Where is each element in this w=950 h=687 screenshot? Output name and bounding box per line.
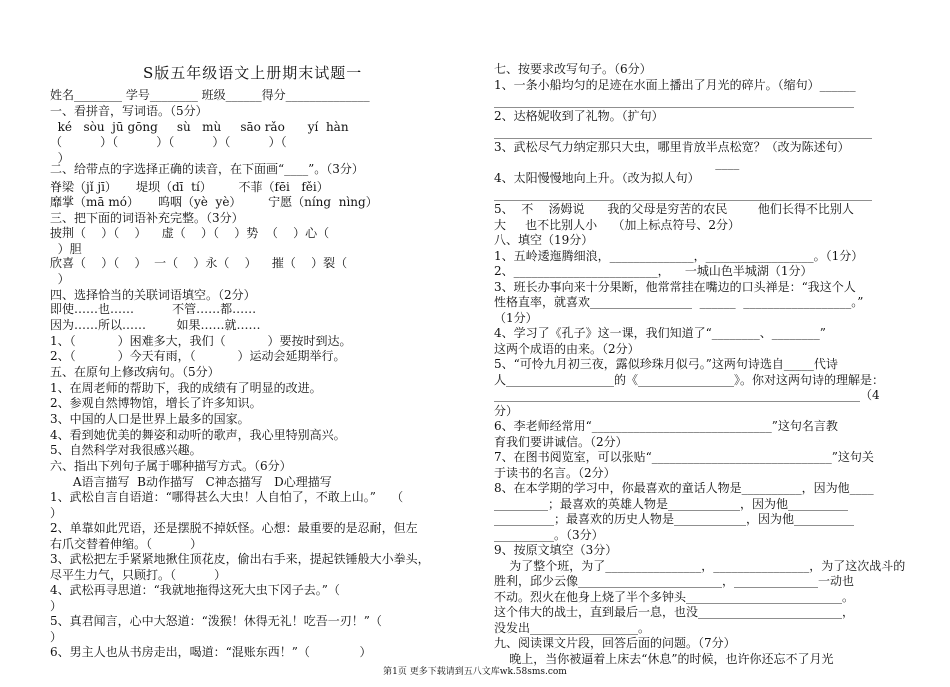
text-line: 没发出__________________。 xyxy=(494,621,651,635)
text-line: ké sòu jū gōng sù mù sāo rǎo yí hàn xyxy=(50,120,349,134)
text-line: 八、填空（19分） xyxy=(494,233,594,247)
text-line: ） xyxy=(50,151,70,165)
text-line: 为了整个班，为了________________，________________，为了这次战斗的 xyxy=(494,559,906,573)
text-line: 1、（ ）困难多大，我们（ ）要按时到达。 xyxy=(50,334,352,348)
text-line: 姓名________ 学号________ 班级______得分______________ xyxy=(50,88,370,102)
text-line: 3、班长办事向来十分果断，他常常挂在嘴边的口头禅是：“我这个人 xyxy=(494,280,856,294)
text-line: 7、在图书阅览室，可以张贴“______________________________”这句关 xyxy=(494,450,874,464)
text-line: 七、按要求改写句子。（6分） xyxy=(494,62,652,76)
text-line: _________；最喜欢的英雄人物是____________，因为他__________ xyxy=(494,497,849,511)
text-line: 因为……所以…… 如果……就…… xyxy=(50,318,261,332)
text-line: 大 也不比别人小 （加上标点符号、2分） xyxy=(494,218,740,232)
text-line: ）胆 xyxy=(50,242,82,256)
text-line: 这两个成语的由来。（2分） xyxy=(494,342,640,356)
text-line: 3、武松把左手紧紧地揪住顶花皮，偷出右手来，提起铁锤般大小拳头， xyxy=(50,552,430,566)
text-line: 1、武松自言自语道：“哪得甚么大虫！人自怕了，不敢上山。” （ xyxy=(50,490,404,504)
text-line: ） xyxy=(50,630,63,644)
text-line: 2、参观自然博物馆，增长了许多知识。 xyxy=(50,396,262,410)
text-line: _______________________________________________________________ xyxy=(494,187,872,201)
text-line: 5、“可怜九月初三夜，露似珍珠月似弓。”这两句诗选自_____代诗 xyxy=(494,357,838,371)
text-line: ） xyxy=(50,506,63,520)
text-line: 不动。烈火在他身上烧了半个多钟头__________________________。 xyxy=(494,590,855,604)
text-line: 脊梁（jǐ jī） 堤坝（dī tí） 不菲（fēi fěi） xyxy=(50,180,329,194)
text-line: 育我们要讲诚信。（2分） xyxy=(494,435,628,449)
text-line: 1、一条小船均匀的足迹在水面上播出了月光的碎片。（缩句）______ xyxy=(494,78,856,92)
text-line: ） xyxy=(50,272,70,286)
text-line: 4、太阳慢慢地向上升。（改为拟人句） xyxy=(494,171,700,185)
text-line: __________；最喜欢的历史人物是____________，因为他__________ xyxy=(494,512,855,526)
text-line: ____ xyxy=(494,156,740,170)
text-line: 2、________________________， 一城山色半城湖（1分） xyxy=(494,264,813,278)
text-line: __________。（3分） xyxy=(494,528,604,542)
text-line: 4、看到她优美的舞姿和动听的歌声，我心里特别高兴。 xyxy=(50,428,346,442)
text-line: 5、真君闻言，心中大怒道：“泼猴！休得无礼！吃吾一刃！”（ xyxy=(50,614,382,628)
text-line: 四、选择恰当的关联词语填空。（2分） xyxy=(50,288,256,302)
text-line: 4、学习了《孔子》这一课，我们知道了“________、________” xyxy=(494,326,826,340)
text-line: 人__________________的《________________》。你对这两句诗的理解是： xyxy=(494,373,885,387)
page-footer: 第1页 更多下载请到五八文库wk.58sms.com xyxy=(383,667,567,677)
text-line: 8、在本学期的学习中，你最喜欢的童话人物是__________，因为他____ xyxy=(494,481,874,495)
text-line: 性格直率，就喜欢_________________ ______ __________________。” xyxy=(494,295,864,309)
text-line: 一、看拼音，写词语。（5分） xyxy=(50,104,208,118)
text-line: 晚上，当你被逼着上床去“休息”的时候，也许你还忘不了月光 xyxy=(494,652,834,666)
text-line: 三、把下面的词语补充完整。（3分） xyxy=(50,211,244,225)
text-line: 2、达格妮收到了礼物。（扩句） xyxy=(494,109,664,123)
text-line: 二、给带点的字选择正确的读音，在下面画“____”。（3分） xyxy=(50,162,364,176)
text-line: 欣喜（ ）（ ） 一（ ）永（ ） 摧（ ）裂（ xyxy=(50,256,348,270)
text-line: （ ）（ ）（ ）（ ）（ xyxy=(50,135,287,149)
text-line: ____________________________________________________________ xyxy=(494,94,854,108)
text-line: _______________________________________________________________ xyxy=(494,125,872,139)
text-line: 五、在原句上修改病句。（5分） xyxy=(50,365,220,379)
text-line: 3、中国的人口是世界上最多的国家。 xyxy=(50,412,250,426)
text-line: 披荆（ ）（ ） 虚（ ）（ ）势 （ ）心（ xyxy=(50,226,330,240)
text-line: 六、指出下列句子属于哪种描写方式。（6分） xyxy=(50,459,292,473)
text-line: 即使……也…… 不管……都…… xyxy=(50,302,257,316)
text-line: 6、李老师经常用“______________________________”这句名言教 xyxy=(494,419,838,433)
text-line: 胜利，邱少云像________________________，______________一动也 xyxy=(494,574,855,588)
text-line: 尽平生力气，只顾打。（ ） xyxy=(50,568,227,582)
text-line: 分） xyxy=(494,404,519,418)
text-line: _____________________________________________________________（4 xyxy=(494,388,880,402)
text-line: 1、在周老师的帮助下，我的成绩有了明显的改进。 xyxy=(50,381,322,395)
text-line: 于读书的名言。（2分） xyxy=(494,466,616,480)
text-line: 靡掌（mā mó） 呜咽（yè yè） 宁愿（níng nìng） xyxy=(50,195,378,209)
text-line: ） xyxy=(50,599,63,613)
text-line: 4、武松再寻思道：“我就地拖得这死大虫下冈子去。”（ xyxy=(50,583,340,597)
text-line: 5、自然科学对我很感兴趣。 xyxy=(50,443,202,457)
text-line: 2、（ ）今天有雨，（ ）运动会延期举行。 xyxy=(50,349,346,363)
text-line: A语言描写 B动作描写 C神态描写 D心理描写 xyxy=(50,475,332,489)
text-line: 3、武松尽气力纳定那只大虫，哪里肯放半点松宽？（改为陈述句） xyxy=(494,140,850,154)
text-line: 右爪交替着伸缩。（ ） xyxy=(50,537,203,551)
text-line: 这个伟大的战士，直到最后一息，也没________________________， xyxy=(494,605,855,619)
text-line: 5、 不 汤姆说 我的父母是穷苦的农民 他们长得不比别人 xyxy=(494,202,854,216)
text-line: 9、按原文填空（3分） xyxy=(494,543,618,557)
text-line: 6、男主人也从书房走出，喝道：“混账东西！”（ ） xyxy=(50,645,372,659)
text-line: 2、单靠如此咒语，还是摆脱不掉妖怪。心想：最重要的是忍耐，但左 xyxy=(50,521,418,535)
text-line: 九、阅读课文片段，回答后面的问题。（7分） xyxy=(494,636,736,650)
page-title: S版五年级语文上册期末试题一 xyxy=(143,64,363,82)
text-line: 1、五岭逶迤腾细浪，______________，__________________。（1分） xyxy=(494,249,864,263)
text-line: （1分） xyxy=(494,311,538,325)
